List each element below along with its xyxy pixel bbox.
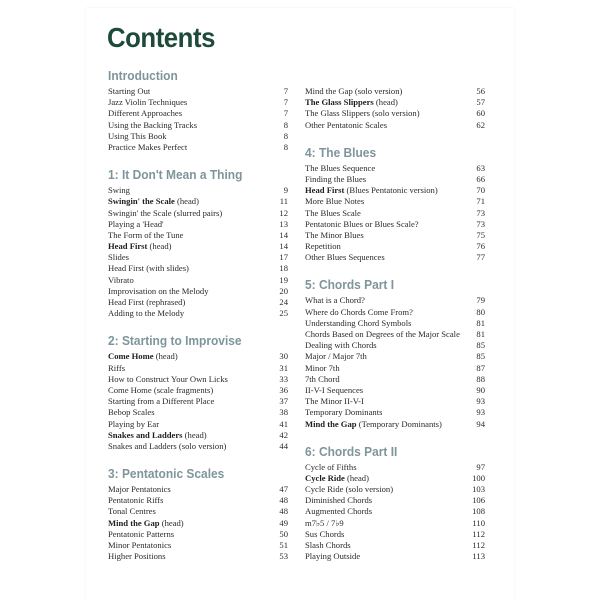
toc-entry[interactable]: [108, 108, 288, 119]
toc-entry-title: [108, 441, 226, 452]
toc-entry[interactable]: [305, 407, 485, 418]
toc-page-number: 71: [476, 196, 485, 207]
toc-entry-title: [305, 419, 442, 430]
entry-title-text: Diminished Chords: [305, 495, 373, 506]
toc-entry-title: [108, 230, 183, 241]
toc-entry-title: [305, 351, 367, 362]
toc-page-number: 36: [279, 384, 288, 395]
section-gap: [108, 153, 288, 165]
toc-entry[interactable]: [305, 163, 485, 174]
toc-entry[interactable]: [305, 97, 485, 108]
toc-entry-title: [305, 252, 385, 263]
toc-entry[interactable]: [305, 318, 485, 329]
toc-page-number: 70: [476, 185, 485, 196]
toc-entry[interactable]: [305, 540, 485, 551]
toc-entry[interactable]: [305, 506, 485, 517]
toc-entry[interactable]: [108, 430, 288, 441]
toc-page-number: 25: [279, 308, 288, 319]
entry-tune-title: Mind the Gap: [305, 418, 357, 429]
entry-title-text: Practice Makes Perfect: [108, 141, 188, 152]
toc-entry[interactable]: [305, 484, 485, 495]
toc-column-left: [108, 66, 288, 562]
toc-entry[interactable]: [108, 551, 288, 562]
toc-page-number: 75: [476, 229, 485, 240]
toc-entry-title: [305, 462, 357, 473]
toc-entry-title: [108, 419, 159, 430]
toc-entry[interactable]: [108, 540, 288, 551]
entry-title-text: Using the Backing Tracks: [108, 119, 198, 130]
toc-page-number: 14: [279, 229, 288, 240]
toc-entry[interactable]: [305, 385, 485, 396]
toc-entry[interactable]: [108, 275, 288, 286]
toc-entry-title: [305, 219, 419, 230]
toc-entry-title: [305, 518, 344, 529]
toc-page-number: 81: [476, 317, 485, 328]
toc-page-number: 110: [472, 517, 485, 528]
toc-page-number: 60: [476, 108, 485, 119]
toc-entry-title: [305, 318, 411, 329]
toc-entry-title: [108, 484, 171, 495]
toc-entry-title: [305, 97, 398, 108]
entry-title-text: Pentatonic Riffs: [108, 495, 164, 506]
toc-page-number: 73: [476, 207, 485, 218]
toc-entry-title: [108, 529, 174, 540]
toc-entry[interactable]: [108, 529, 288, 540]
section-gap: [305, 263, 485, 275]
toc-entry[interactable]: [108, 407, 288, 418]
toc-entry-title: [108, 351, 178, 362]
toc-page-number: 7: [283, 108, 288, 119]
entry-title-text: Mind the Gap (solo version): [305, 86, 403, 96]
entry-title-text: Playing Outside: [305, 551, 361, 562]
entry-title-text: Snakes and Ladders (solo version): [108, 440, 227, 451]
entry-title-text: Repetition: [305, 241, 341, 252]
toc-entry-title: [305, 551, 360, 562]
toc-page-number: 112: [472, 528, 485, 539]
toc-page-number: 44: [279, 440, 288, 451]
entry-title-text: The Form of the Tune: [108, 229, 184, 240]
toc-entry[interactable]: [305, 340, 485, 351]
entry-tune-title: Head First: [108, 241, 148, 252]
entry-title-text: The Glass Slippers (solo version): [305, 108, 420, 119]
toc-entry[interactable]: [108, 241, 288, 252]
toc-entry[interactable]: [108, 286, 288, 297]
entry-title-text: Chords Based on Degrees of the Major Scale: [305, 329, 460, 339]
toc-page-number: 20: [279, 285, 288, 296]
entry-title-text: How to Construct Your Own Licks: [108, 373, 228, 384]
entry-title-text: II-V-I Sequences: [305, 384, 364, 395]
entry-title-suffix: (head): [182, 429, 207, 440]
toc-entry-title: [108, 252, 129, 263]
entry-title-text: Major / Major 7th: [305, 351, 367, 362]
toc-entry-title: [305, 196, 364, 207]
entry-title-text: The Blues Sequence: [305, 162, 376, 173]
toc-entry[interactable]: [108, 208, 288, 219]
toc-entry-title: [305, 307, 413, 318]
entry-title-text: Vibrato: [108, 274, 134, 285]
entry-title-text: Slash Chords: [305, 540, 351, 550]
toc-page-number: 77: [476, 252, 485, 263]
toc-page-number: 79: [476, 295, 485, 306]
toc-entry[interactable]: [108, 297, 288, 308]
toc-page-number: 66: [476, 173, 485, 184]
toc-entry-title: [108, 219, 164, 230]
toc-entry[interactable]: [108, 196, 288, 207]
entry-title-text: Jazz Violin Techniques: [108, 97, 188, 108]
toc-entry[interactable]: [305, 374, 485, 385]
entry-title-text: Other Pentatonic Scales: [305, 119, 388, 130]
section-heading: Introduction: [108, 68, 178, 83]
toc-page-number: 42: [279, 429, 288, 440]
entry-tune-title: Head First: [305, 185, 345, 196]
entry-title-text: Using This Book: [108, 130, 167, 141]
toc-entry[interactable]: [108, 363, 288, 374]
toc-entry[interactable]: [305, 219, 485, 230]
entry-title-text: Sus Chords: [305, 528, 345, 539]
entry-title-text: Finding the Blues: [305, 173, 367, 184]
entry-title-suffix: (head): [174, 196, 199, 207]
toc-entry-title: [305, 529, 344, 540]
entry-title-text: Understanding Chord Symbols: [305, 317, 412, 328]
entry-title-text: Pentatonic Blues or Blues Scale?: [305, 218, 419, 229]
toc-entry[interactable]: [108, 142, 288, 153]
toc-entry[interactable]: [305, 495, 485, 506]
toc-entry[interactable]: [108, 351, 288, 362]
toc-page-number: 8: [283, 119, 288, 130]
toc-entry-title: [108, 263, 189, 274]
toc-entry-title: [305, 385, 363, 396]
toc-page-number: 93: [476, 407, 485, 418]
toc-entry-title: [305, 174, 366, 185]
entry-title-text: Head First (with slides): [108, 263, 189, 274]
toc-entry[interactable]: [305, 363, 485, 374]
toc-entry-title: [108, 241, 172, 252]
toc-entry[interactable]: [305, 351, 485, 362]
toc-entry-title: [108, 363, 125, 374]
entry-tune-title: Come Home: [108, 351, 154, 362]
toc-entry-title: [305, 363, 340, 374]
toc-page-number: 11: [279, 196, 288, 207]
toc-entry[interactable]: [108, 308, 288, 319]
entry-title-suffix: (head): [373, 97, 398, 108]
toc-entry-title: [305, 120, 387, 131]
toc-entry-title: [108, 131, 167, 142]
toc-entry-title: [108, 506, 156, 517]
toc-entry[interactable]: [305, 108, 485, 119]
toc-entry-title: [108, 275, 134, 286]
toc-page-number: 9: [283, 185, 288, 196]
entry-title-text: Pentatonic Patterns: [108, 528, 175, 539]
toc-page-number: 33: [279, 373, 288, 384]
toc-entry-title: [305, 230, 364, 241]
toc-page-number: 53: [279, 551, 288, 562]
toc-entry-title: [305, 295, 365, 306]
toc-entry-title: [108, 385, 213, 396]
toc-entry[interactable]: [305, 295, 485, 306]
toc-page-number: 48: [279, 506, 288, 517]
toc-entry[interactable]: [108, 230, 288, 241]
toc-column-right: [305, 86, 485, 562]
toc-page-number: 14: [279, 241, 288, 252]
toc-page-number: 94: [476, 418, 485, 429]
toc-page-number: 8: [283, 130, 288, 141]
toc-entry[interactable]: [305, 396, 485, 407]
toc-page-number: 30: [279, 351, 288, 362]
entry-title-text: Swing: [108, 185, 130, 196]
entry-title-text: Augmented Chords: [305, 506, 373, 517]
toc-page-number: 62: [476, 119, 485, 130]
toc-page-number: 50: [279, 528, 288, 539]
entry-title-text: Minor Pentatonics: [108, 540, 172, 550]
toc-entry-title: [108, 518, 184, 529]
toc-page-number: 73: [476, 218, 485, 229]
toc-page-number: 7: [283, 86, 288, 96]
toc-entry[interactable]: [108, 263, 288, 274]
entry-title-text: Cycle of Fifths: [305, 461, 357, 472]
toc-entry[interactable]: [108, 396, 288, 407]
toc-entry[interactable]: [305, 329, 485, 340]
toc-entry-title: [305, 506, 372, 517]
toc-page-number: 7: [283, 97, 288, 108]
entry-title-text: Head First (rephrased): [108, 297, 186, 307]
entry-tune-title: Mind the Gap: [108, 517, 160, 528]
toc-entry[interactable]: [305, 230, 485, 241]
toc-entry[interactable]: [305, 419, 485, 430]
toc-entry[interactable]: [108, 219, 288, 230]
entry-title-text: The Minor Blues: [305, 229, 364, 240]
entry-title-text: Major Pentatonics: [108, 484, 171, 495]
entry-title-suffix: (Blues Pentatonic version): [344, 185, 438, 196]
toc-entry-title: [108, 540, 171, 551]
section-heading: 6: Chords Part II: [305, 443, 398, 459]
toc-entry[interactable]: [305, 529, 485, 540]
entry-title-text: What is a Chord?: [305, 295, 365, 306]
toc-entry-title: [108, 551, 166, 562]
toc-entry[interactable]: [108, 131, 288, 142]
toc-entry-title: [305, 374, 340, 385]
toc-entry-title: [108, 196, 199, 207]
entry-tune-title: Snakes and Ladders: [108, 429, 183, 440]
toc-page-number: 112: [472, 540, 485, 550]
toc-page-number: 24: [279, 297, 288, 307]
toc-page-number: 88: [476, 373, 485, 384]
toc-entry[interactable]: [305, 551, 485, 562]
toc-entry[interactable]: [305, 174, 485, 185]
toc-entry-title: [305, 495, 372, 506]
entry-title-text: The Blues Scale: [305, 207, 361, 218]
entry-title-text: Bebop Scales: [108, 407, 155, 418]
toc-entry-title: [108, 208, 222, 219]
entry-title-text: Starting from a Different Place: [108, 396, 215, 407]
toc-page-number: 17: [279, 252, 288, 263]
toc-entry[interactable]: [305, 208, 485, 219]
section-heading: 1: It Don't Mean a Thing: [108, 167, 243, 183]
toc-page-number: 90: [476, 384, 485, 395]
toc-entry-title: [305, 241, 341, 252]
toc-entry-title: [305, 396, 364, 407]
entry-title-suffix: (head): [344, 472, 369, 483]
section-heading: 2: Starting to Improvise: [108, 333, 242, 349]
entry-title-text: Dealing with Chords: [305, 340, 377, 351]
toc-entry-title: [305, 407, 382, 418]
toc-entry-title: [108, 120, 197, 131]
page-title: Contents: [107, 22, 215, 53]
entry-title-text: Cycle Ride (solo version): [305, 484, 394, 495]
toc-entry[interactable]: [108, 185, 288, 196]
toc-page-number: 80: [476, 306, 485, 317]
toc-entry-title: [108, 430, 207, 441]
toc-entry[interactable]: [305, 462, 485, 473]
toc-entry-title: [305, 540, 351, 551]
entry-title-suffix: (head): [159, 517, 184, 528]
toc-entry[interactable]: [305, 241, 485, 252]
toc-page-number: 31: [279, 362, 288, 373]
entry-title-text: Other Blues Sequences: [305, 252, 385, 263]
toc-entry-title: [108, 407, 155, 418]
entry-title-text: Playing by Ear: [108, 418, 160, 429]
toc-entry-title: [108, 108, 182, 119]
entry-tune-title: Cycle Ride: [305, 472, 345, 483]
toc-entry[interactable]: [108, 441, 288, 452]
toc-page-number: 48: [279, 495, 288, 506]
toc-entry[interactable]: [305, 252, 485, 263]
entry-tune-title: Swingin' the Scale: [108, 196, 175, 207]
toc-entry[interactable]: [305, 473, 485, 484]
toc-entry-title: [108, 185, 130, 196]
entry-title-text: m7♭5 / 7♭9: [305, 517, 344, 528]
toc-entry[interactable]: [108, 419, 288, 430]
toc-page-number: 85: [476, 351, 485, 362]
toc-entry[interactable]: [108, 374, 288, 385]
section-heading: 5: Chords Part I: [305, 277, 395, 293]
section-heading: 3: Pentatonic Scales: [108, 466, 225, 482]
entry-title-text: Swingin' the Scale (slurred pairs): [108, 207, 223, 218]
entry-title-text: Starting Out: [108, 86, 151, 96]
toc-page-number: 47: [279, 484, 288, 495]
toc-page-number: 41: [279, 418, 288, 429]
entry-title-text: Minor 7th: [305, 362, 340, 373]
toc-entry-title: [305, 208, 361, 219]
toc-page-number: 18: [279, 263, 288, 274]
toc-entry[interactable]: [305, 307, 485, 318]
toc-entry-title: [305, 108, 420, 119]
toc-entry-title: [108, 396, 214, 407]
toc-page-number: 100: [472, 472, 485, 483]
entry-title-text: 7th Chord: [305, 373, 340, 384]
toc-entry-title: [305, 185, 438, 196]
toc-entry-title: [108, 297, 185, 308]
toc-entry-title: [108, 142, 187, 153]
toc-page-number: 38: [279, 407, 288, 418]
toc-entry[interactable]: [108, 518, 288, 529]
toc-page-number: 103: [472, 484, 485, 495]
entry-title-text: Improvisation on the Melody: [108, 285, 209, 296]
section-gap: [108, 452, 288, 464]
toc-page-number: 63: [476, 162, 485, 173]
toc-entry[interactable]: [305, 196, 485, 207]
entry-title-text: The Minor II-V-I: [305, 396, 364, 407]
entry-title-suffix: (head): [147, 241, 172, 252]
toc-page-number: 19: [279, 274, 288, 285]
entry-title-text: Higher Positions: [108, 551, 166, 562]
toc-entry[interactable]: [108, 484, 288, 495]
entry-title-text: Playing a 'Head': [108, 218, 164, 229]
toc-entry[interactable]: [108, 506, 288, 517]
toc-entry-title: [108, 374, 228, 385]
toc-page-number: 8: [283, 141, 288, 152]
toc-entry[interactable]: [108, 86, 288, 97]
toc-entry-title: [108, 286, 209, 297]
toc-entry[interactable]: [108, 252, 288, 263]
toc-page-number: 12: [279, 207, 288, 218]
entry-title-text: Slides: [108, 252, 130, 263]
entry-title-text: Temporary Dominants: [305, 407, 383, 418]
section-gap: [305, 430, 485, 442]
toc-entry[interactable]: [108, 385, 288, 396]
toc-page-number: 85: [476, 340, 485, 351]
entry-title-text: Riffs: [108, 362, 126, 373]
toc-page-number: 57: [476, 97, 485, 108]
toc-page-number: 49: [279, 517, 288, 528]
entry-title-suffix: (Temporary Dominants): [356, 418, 442, 429]
toc-entry[interactable]: [108, 495, 288, 506]
toc-entry-title: [108, 97, 187, 108]
toc-page-number: 51: [279, 540, 288, 550]
entry-title-suffix: (head): [153, 351, 178, 362]
entry-title-text: Different Approaches: [108, 108, 183, 119]
toc-entry-title: [305, 340, 377, 351]
entry-title-text: Adding to the Melody: [108, 308, 185, 319]
toc-entry-title: [305, 473, 369, 484]
toc-entry-title: [108, 86, 150, 97]
entry-tune-title: The Glass Slippers: [305, 97, 374, 108]
toc-page-number: 97: [476, 461, 485, 472]
toc-page-number: 76: [476, 241, 485, 252]
toc-page-number: 56: [476, 86, 485, 96]
toc-page-number: 108: [472, 506, 485, 517]
toc-entry-title: [305, 484, 393, 495]
toc-entry[interactable]: [305, 86, 485, 97]
toc-page-number: 37: [279, 396, 288, 407]
toc-entry[interactable]: [305, 185, 485, 196]
section-gap: [108, 319, 288, 331]
toc-entry[interactable]: [305, 518, 485, 529]
entry-title-text: More Blue Notes: [305, 196, 365, 207]
toc-page-number: 106: [472, 495, 485, 506]
toc-entry-title: [305, 329, 460, 340]
toc-entry-title: [305, 163, 375, 174]
toc-entry-title: [108, 495, 163, 506]
toc-page-number: 113: [472, 551, 485, 562]
toc-entry[interactable]: [108, 120, 288, 131]
section-gap: [305, 131, 485, 143]
entry-title-text: Come Home (scale fragments): [108, 384, 214, 395]
entry-title-text: Tonal Centres: [108, 506, 156, 517]
toc-page-number: 81: [476, 329, 485, 339]
entry-title-text: Where do Chords Come From?: [305, 306, 413, 317]
toc-entry-title: [305, 86, 402, 97]
toc-page-number: 87: [476, 362, 485, 373]
section-heading: 4: The Blues: [305, 144, 377, 160]
toc-entry[interactable]: [108, 97, 288, 108]
toc-page-number: 93: [476, 396, 485, 407]
toc-entry-title: [108, 308, 184, 319]
toc-entry[interactable]: [305, 120, 485, 131]
toc-page-number: 13: [279, 218, 288, 229]
